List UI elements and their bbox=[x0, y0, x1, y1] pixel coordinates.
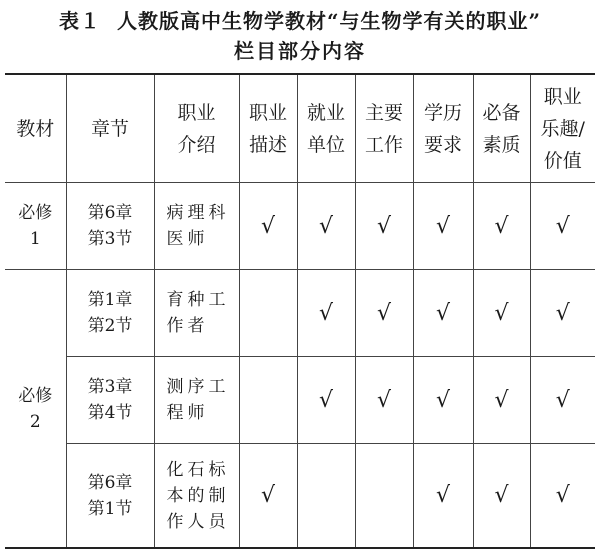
check-mark: √ bbox=[473, 183, 530, 270]
job-cell: 化石标 本的制 作人员 bbox=[154, 444, 239, 549]
chapter-cell: 第1章 第2节 bbox=[66, 270, 154, 357]
table-number: 表１ bbox=[58, 9, 101, 33]
check-mark: √ bbox=[239, 444, 297, 549]
table-row bbox=[5, 183, 595, 270]
textbook-cell: 必修 2 bbox=[5, 270, 66, 549]
check-mark: √ bbox=[530, 444, 595, 549]
check-mark: √ bbox=[413, 270, 473, 357]
header-employer: 就业 单位 bbox=[297, 74, 355, 183]
chapter-cell: 第6章 第3节 bbox=[66, 183, 154, 270]
check-mark bbox=[239, 270, 297, 357]
check-mark: √ bbox=[413, 444, 473, 549]
header-job-description: 职业 描述 bbox=[239, 74, 297, 183]
check-mark: √ bbox=[355, 357, 413, 444]
check-mark bbox=[297, 444, 355, 549]
table-row bbox=[5, 357, 595, 444]
check-mark: √ bbox=[413, 357, 473, 444]
table-row bbox=[5, 444, 595, 549]
header-value: 职业 乐趣/ 价值 bbox=[530, 74, 595, 183]
job-cell: 测序工 程师 bbox=[154, 357, 239, 444]
check-mark: √ bbox=[355, 183, 413, 270]
caption-line-1 bbox=[0, 6, 600, 36]
header-job-intro: 职业 介绍 bbox=[154, 74, 239, 183]
header-education: 学历 要求 bbox=[413, 74, 473, 183]
check-mark: √ bbox=[473, 444, 530, 549]
check-mark: √ bbox=[530, 357, 595, 444]
table-row bbox=[5, 270, 595, 357]
check-mark: √ bbox=[473, 357, 530, 444]
career-table bbox=[5, 73, 595, 549]
job-cell: 病理科 医师 bbox=[154, 183, 239, 270]
check-mark: √ bbox=[297, 270, 355, 357]
check-mark: √ bbox=[297, 183, 355, 270]
check-mark: √ bbox=[530, 270, 595, 357]
table-caption bbox=[0, 0, 600, 66]
header-main-work: 主要 工作 bbox=[355, 74, 413, 183]
chapter-cell: 第6章 第1节 bbox=[66, 444, 154, 549]
header-textbook: 教材 bbox=[5, 74, 66, 183]
header-qualities: 必备 素质 bbox=[473, 74, 530, 183]
textbook-cell: 必修 1 bbox=[5, 183, 66, 270]
chapter-cell: 第3章 第4节 bbox=[66, 357, 154, 444]
caption-title: 人教版高中生物学教材“与生物学有关的职业” bbox=[116, 9, 541, 33]
check-mark bbox=[239, 357, 297, 444]
check-mark: √ bbox=[473, 270, 530, 357]
caption-line-2: 栏目部分内容 bbox=[234, 39, 366, 63]
check-mark bbox=[355, 444, 413, 549]
check-mark: √ bbox=[297, 357, 355, 444]
check-mark: √ bbox=[530, 183, 595, 270]
check-mark: √ bbox=[413, 183, 473, 270]
check-mark: √ bbox=[355, 270, 413, 357]
header-row bbox=[5, 74, 595, 183]
check-mark: √ bbox=[239, 183, 297, 270]
header-chapter: 章节 bbox=[66, 74, 154, 183]
job-cell: 育种工 作者 bbox=[154, 270, 239, 357]
